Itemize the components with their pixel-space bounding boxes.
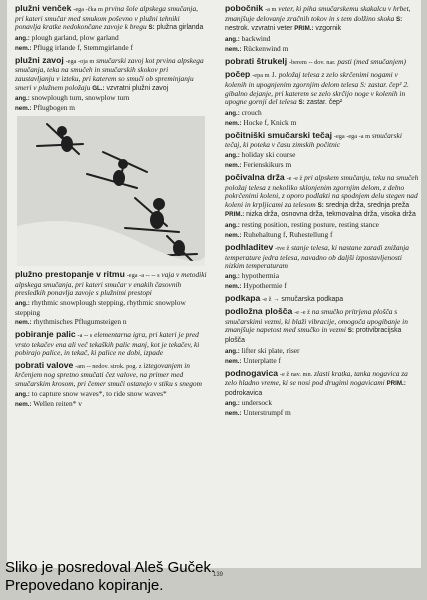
entry-headword: pobrati štrukelj	[225, 55, 288, 66]
left-entries-bottom	[15, 270, 207, 408]
dictionary-entry	[225, 4, 419, 54]
caption-line-1: Sliko je posredoval Aleš Guček.	[5, 559, 216, 576]
entry-definition-paragraph	[225, 243, 419, 271]
dictionary-entry	[225, 243, 419, 291]
english-label: ang.:	[225, 400, 240, 408]
entry-headword: pobiranje palic	[15, 328, 76, 339]
entry-english-line	[225, 108, 419, 118]
english-label: ang.:	[225, 347, 240, 355]
german-label: nem.:	[225, 357, 242, 365]
english-equivalent: plough garland, plow garland	[31, 32, 119, 42]
german-label: nem.:	[225, 119, 242, 127]
entry-headword: plužni zavoj	[15, 54, 64, 65]
entry-english-line	[225, 398, 419, 408]
dictionary-entry	[225, 294, 419, 305]
entry-english-line	[225, 346, 419, 356]
entry-german-line	[225, 118, 419, 128]
entry-equivalent: zastar. čep²	[306, 99, 343, 107]
english-equivalent: undersock	[241, 398, 273, 408]
entry-german-line	[15, 103, 207, 113]
entry-grammar: -e -e ž	[294, 309, 310, 317]
entry-definition-paragraph	[225, 57, 419, 68]
entry-definition-paragraph	[15, 361, 207, 389]
entry-equivalent-label: →	[273, 295, 280, 303]
entry-definition-paragraph	[225, 131, 419, 150]
dictionary-entry	[15, 361, 207, 409]
entry-grammar: -e ž	[262, 295, 272, 303]
dictionary-entry	[15, 330, 207, 358]
skiing-illustration	[17, 116, 205, 266]
entry-english-line	[225, 150, 419, 160]
dictionary-entry	[225, 131, 419, 170]
german-label: nem.:	[15, 400, 32, 408]
german-label: nem.:	[225, 282, 242, 290]
english-label: ang.:	[225, 109, 240, 117]
entry-headword: počep	[225, 69, 251, 80]
german-label: nem.:	[225, 45, 242, 53]
entry-equivalent: srednja drža, srednja preža	[325, 201, 410, 209]
entry-definition-paragraph	[15, 270, 207, 298]
dictionary-entry	[225, 369, 419, 419]
german-equivalent: Pflugg irlande f, Stemmgirlande f	[33, 42, 133, 52]
left-entries-top	[15, 4, 207, 113]
english-equivalent: rhythmic snowplough stepping, rhythmic snowplow stepping	[15, 297, 186, 317]
german-equivalent: Ferienskikurs m	[243, 159, 292, 169]
entry-definition: iztegovanjem in krčenjem nog spretno smučati čez valove, na primer med smučarskim krosom, pri čemer smuči ostanejo v stiku s snegom	[15, 360, 202, 388]
entry-grammar: -epa m	[252, 72, 270, 80]
entry-english-line	[15, 389, 207, 399]
entry-english-line	[225, 271, 419, 281]
english-label: ang.:	[15, 390, 30, 398]
entry-grammar: -ega -a -- -- s	[126, 272, 160, 280]
entry-equivalent-label: S:	[396, 15, 403, 23]
entry-equivalent-label: S:	[317, 201, 324, 209]
entry-headword: podhladitev	[225, 241, 274, 252]
entry-see-also: vzgornik	[315, 25, 342, 33]
entry-equivalent: plužna girlanda	[156, 24, 204, 32]
entry-equivalent: protivibracijska plošča	[225, 327, 402, 345]
entry-definition: prvina šole alpskega smučanja, pri kateri smučar med smukom poševno v plužni tehniki ponavlja kratke nedokončane zavoje k bregu	[15, 4, 198, 32]
entry-see-also: nizka drža, osnovna drža, tekmovalna drža, visoka drža	[246, 211, 416, 219]
entry-equivalent-label: S:	[148, 24, 155, 32]
entry-definition: elementarna igra, pri kateri je pred vrsto tekačev ena ali več tekaških palic manj, kot je tekačev, ki pobirajo palice, in tekač, ki palice ne dobi, izpade	[15, 329, 200, 358]
entry-headword: pobočnik	[225, 3, 264, 13]
entry-headword: počivalna drža	[225, 171, 285, 182]
entry-grammar: -e ž nav. mn.	[279, 370, 313, 378]
entry-grammar: -a -- s	[77, 331, 93, 339]
entry-grammar: -e -e ž	[286, 174, 303, 182]
entry-equivalent-label: GL.:	[92, 84, 105, 92]
english-label: ang.:	[225, 35, 240, 43]
english-equivalent: hypothermia	[241, 270, 279, 280]
entry-equivalent: nestrok. vzvratni veter	[225, 25, 293, 33]
entry-german-line	[225, 160, 419, 170]
german-equivalent: Pflugbogen m	[33, 103, 76, 113]
entry-definition: smučarski zavoj kot prvina alpskega smučanja, teka na smučeh in smučarskih skokov pri zaustavljanju v izteku, pri katerem so smuči ob spreminjanju smeri v plužnem položaju	[15, 55, 204, 92]
entry-headword: počitniški smučarski tečaj	[225, 129, 332, 140]
entry-headword: podnogavica	[225, 367, 279, 378]
entry-definition: pri alpskem smučanju, teku na smučeh položaj telesa z nekoliko sklonjenim zgornjim delom, z delno pokrčenimi koleni, z oporo podlakti na spodnjem delu stegen nad koleni in krpljicami za telesom	[225, 172, 419, 209]
entry-definition-paragraph	[225, 173, 419, 220]
right-entries	[222, 4, 419, 418]
dictionary-entry	[225, 307, 419, 365]
entry-definition: na smučko pritrjena plošča s smučarskimi vezmi, ki blaži vibracije, omogoča upogibanje in zmanjšuje napetost med smučko in vezmi	[225, 307, 408, 335]
entry-headword: podkapa	[225, 292, 261, 303]
german-equivalent: Rückenwind m	[243, 43, 289, 53]
german-label: nem.:	[15, 105, 32, 113]
entry-definition: vaja v metodiki alpskega smučanja, pri kateri smučar v enakih časovnih presledkih ponavlja zavoje s plužnimi prestopi	[15, 270, 207, 298]
german-label: nem.:	[225, 231, 242, 239]
entry-see-also-label: PRIM.:	[225, 211, 245, 219]
entry-headword: plužno prestopanje v ritmu	[15, 269, 125, 280]
german-equivalent: Unterplatte f	[243, 355, 281, 365]
dictionary-entry	[15, 270, 207, 327]
entry-equivalent: podrokavica	[225, 389, 263, 397]
entry-grammar: -berem -- dov. nar.	[288, 58, 336, 66]
entry-definition: 1. položaj telesa z zelo skrčenimi nogami v kolenih in upognjenim zgornjim delom telesa S: zastar. čep² 2. gibalno dejanje, pri katerem se zelo skrčijo noge v kolenih in upogne gornji del telesa	[225, 70, 409, 107]
entry-german-line	[225, 356, 419, 366]
entry-english-line	[225, 220, 419, 230]
german-equivalent: Ruhehaltung f, Ruhestellung f	[243, 229, 333, 239]
entry-equivalent-label: S:	[347, 327, 354, 335]
entry-grammar: -ega -oja m	[65, 57, 95, 65]
german-equivalent: Hypothermie f	[243, 280, 287, 290]
english-equivalent: holiday ski course	[241, 149, 296, 159]
entry-english-line	[225, 34, 419, 44]
english-equivalent: backwind	[241, 33, 271, 43]
german-equivalent: Hocke f, Knick m	[243, 117, 297, 127]
entry-headword: podložna plošča	[225, 306, 293, 317]
page-number: 139	[213, 572, 224, 578]
entry-definition-paragraph	[225, 369, 419, 399]
english-equivalent: to capture snow waves*, to ride snow waves*	[31, 388, 167, 398]
left-column	[15, 4, 207, 412]
dictionary-entry	[15, 4, 207, 53]
right-column	[222, 4, 419, 421]
entry-equivalent: smučarska podkapa	[281, 295, 344, 303]
entry-grammar: -ega -čka m	[73, 6, 103, 13]
entry-definition-paragraph	[225, 307, 419, 345]
watermark-caption	[5, 559, 215, 595]
entry-grammar: -a m	[265, 6, 277, 13]
english-label: ang.:	[15, 95, 30, 103]
entry-definition: veter, ki piha smučarskemu skakalcu v hrbet, zmanjšuje delovanje zračnih tokov in s tem dolžino skoka	[225, 4, 411, 23]
entry-equivalent-label: PRIM.:	[386, 380, 406, 388]
entry-see-also-label: PRIM.:	[294, 25, 314, 33]
english-equivalent: snowplough turn, snowplow turn	[31, 93, 130, 103]
dictionary-entry	[15, 56, 207, 113]
entry-definition-paragraph	[15, 56, 207, 93]
english-equivalent: lifter ski plate, riser	[241, 345, 300, 355]
english-equivalent: crouch	[241, 107, 262, 117]
english-label: ang.:	[225, 151, 240, 159]
dictionary-page	[7, 0, 421, 578]
entry-grammar: -ega -ega -a m	[333, 132, 371, 140]
entry-definition-paragraph	[15, 4, 207, 33]
english-label: ang.:	[225, 221, 240, 229]
entry-english-line	[15, 33, 207, 43]
entry-english-line	[15, 93, 207, 103]
entry-definition-paragraph	[225, 70, 419, 107]
entry-german-line	[225, 230, 419, 240]
entry-headword: plužni venček	[15, 3, 72, 13]
entry-equivalent-label: S:	[298, 99, 305, 107]
german-label: nem.:	[225, 410, 242, 418]
entry-german-line	[15, 317, 207, 327]
entry-german-line	[15, 43, 207, 53]
entry-grammar: -am -- nedov. strok. pog. z	[75, 362, 142, 370]
entry-english-line	[15, 298, 207, 317]
entry-definition-paragraph	[225, 4, 419, 34]
dictionary-entry	[225, 70, 419, 127]
entry-definition: pasti (med smučanjem)	[337, 56, 406, 66]
entry-german-line	[225, 44, 419, 54]
entry-definition: stanje telesa, ki nastane zaradi znižanja temperature jedra telesa, navadno ob daljši izpostavljenosti nizkim temperaturam	[225, 242, 409, 271]
dictionary-entry	[225, 173, 419, 240]
caption-line-2: Prepovedano kopiranje.	[5, 577, 164, 594]
english-equivalent: resting position, resting posture, resting stance	[241, 219, 379, 229]
entry-definition: zlasti kratka, tanka nogavica za zelo hladno vreme, ki se nosi pod drugimi nogavicami	[225, 368, 408, 388]
english-label: ang.:	[225, 272, 240, 280]
german-label: nem.:	[15, 44, 32, 52]
dictionary-entry	[225, 57, 419, 68]
entry-definition-paragraph	[225, 294, 419, 305]
german-equivalent: rhythmisches Pflugumsteigen n	[33, 316, 127, 326]
entry-german-line	[225, 408, 419, 418]
english-label: ang.:	[15, 299, 30, 307]
german-equivalent: Wellen reiten* v	[33, 398, 82, 408]
german-label: nem.:	[225, 161, 242, 169]
german-label: nem.:	[15, 318, 32, 326]
entry-grammar: -tve ž	[275, 244, 290, 252]
entry-headword: pobrati valove	[15, 359, 74, 370]
entry-german-line	[225, 281, 419, 291]
german-equivalent: Unterstrumpf m	[243, 408, 291, 418]
entry-definition: smučarski tečaj, ki poteka v času zimskih počitnic	[225, 130, 402, 150]
english-label: ang.:	[15, 34, 30, 42]
entry-definition-paragraph	[15, 330, 207, 358]
entry-equivalent: vzvratni plužni zavoj	[106, 84, 169, 92]
entry-german-line	[15, 399, 207, 409]
